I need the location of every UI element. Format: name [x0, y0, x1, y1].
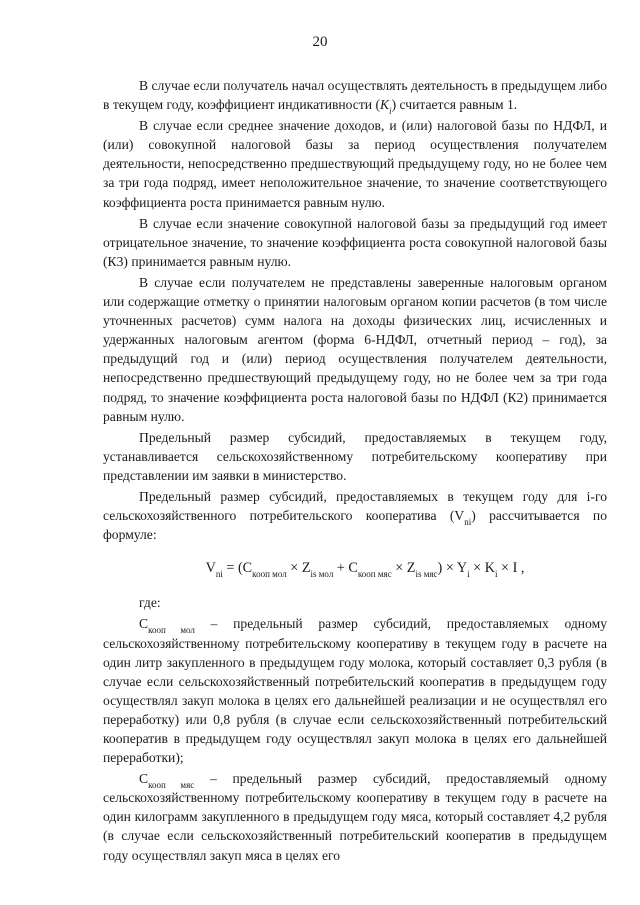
paragraph-ndfl-not-provided: В случае если получателем не представлены заверенные налоговым органом или содержащие отметку о принятии налоговым органом копии расчетов (в том числе уточненных расчетов) сумм налога на доходы физических лиц, исчисленных и удержанных налоговым агентом (форма 6-НДФЛ, отчетный период – год), за предыдущий год и (или) период осуществления получателем деятельности, непосредственно предшествующий предыдущему году, но не более чем за три года подряд, то значение коэффициента роста налоговой базы по НДФЛ (К2) принимается равным нулю.: [103, 274, 607, 424]
paragraph-total-tax-base: В случае если значение совокупной налоговой базы за предыдущий год имеет отрицательное значение, то значение коэффициента роста совокупной налоговой базы (К3) принимается равным нулю.: [103, 215, 607, 269]
definition-c-meat: $С_{кооп мяс}$ – предельный размер субсидий, предоставляемый одному сельскохозяйственному потребительскому кооперативу в текущем году в расчете на один килограмм закупленного в предыдущем году мяса, который составляет 4,2 рубля (в случае если сельскохозяйственный потребительский кооператив в предыдущем году осуществлял закуп мяса в целях его: [103, 771, 607, 863]
document-body: [103, 76, 607, 867]
paragraph-formula-intro: Предельный размер субсидий, предоставляемых в текущем году для i-го сельскохозяйственного потребительского кооператива $(V_{ni})$ рассчитывается по формуле:: [103, 488, 607, 543]
subsidy-formula: $V_{ni} = (С_{кооп мол} \times Z_{is мол} + С_{кооп мяс} \times Z_{is мяс}) \times Y_i \times K_i \times I$ ,: [205, 560, 525, 580]
paragraph-subsidy-limit: Предельный размер субсидий, предоставляемых в текущем году, устанавливается сельскохозяйственному потребительскому кооперативу при представлении им заявки в министерство.: [103, 429, 607, 483]
page-number: 20: [312, 34, 328, 50]
paragraph-new-activity: В случае если получатель начал осуществлять деятельность в предыдущем либо в текущем году, коэффициент индикативности $(K_i)$ считается равным 1.: [103, 78, 607, 116]
definition-c-milk: $С_{кооп мол}$ – предельный размер субсидий, предоставляемых одному сельскохозяйственному потребительскому кооперативу в текущем году в расчете на один литр закупленного в предыдущем году молока, который составляет 0,3 рубля (в случае если сельскохозяйственный потребительский кооператив в предыдущем году осуществлял закуп молока в целях его дальнейшей реализации и не осуществлял его переработку) или 0,8 рубля (в случае если сельскохозяйственный потребительский кооператив в предыдущем году осуществлял закуп молока в целях его дальнейшей переработки);: [103, 616, 607, 766]
paragraph-average-income: В случае если среднее значение доходов, и (или) налоговой базы по НДФЛ, и (или) совокупной налоговой базы за период осуществления получателем деятельности, непосредственно предшествующий предыдущему году, но не более чем за три года подряд, имеет неположительное значение, то значение соответствующего коэффициента роста принимается равным нулю.: [103, 118, 607, 210]
where-label: где:: [139, 595, 161, 611]
